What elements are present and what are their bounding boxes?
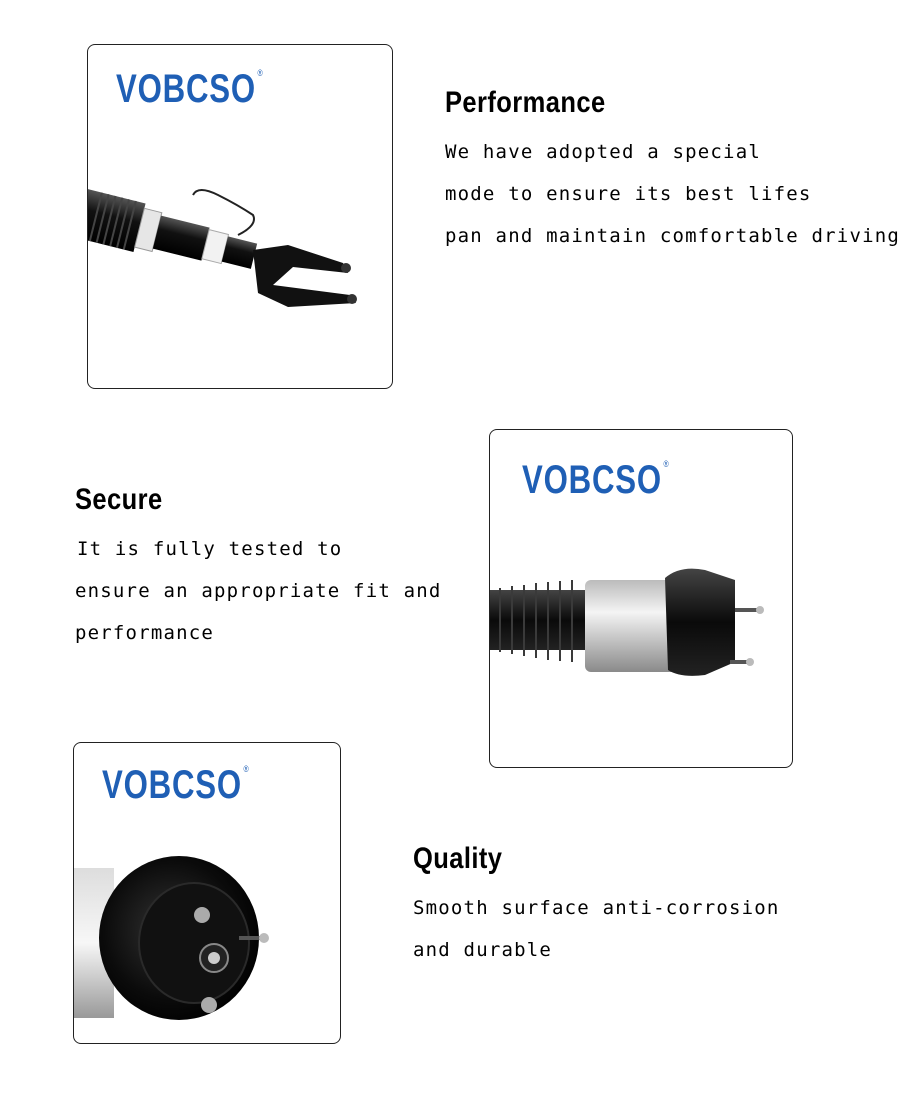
air-suspension-strut-image (88, 45, 393, 389)
product-image-card-3 (73, 742, 341, 1044)
section-title-secure: Secure (75, 483, 163, 516)
performance-line-1: We have adopted a special (445, 141, 761, 163)
product-image-card-2 (489, 429, 793, 768)
secure-line-1: It is fully tested to (77, 538, 343, 560)
secure-line-3: performance (75, 622, 215, 644)
secure-line-2: ensure an appropriate fit and (75, 580, 442, 602)
section-title-quality: Quality (413, 842, 503, 875)
product-image-card-1 (87, 44, 393, 389)
quality-line-2: and durable (413, 939, 553, 961)
brand-logo: VOBCSO ® (522, 458, 670, 502)
performance-line-3: pan and maintain comfortable driving (445, 225, 901, 247)
quality-line-1: Smooth surface anti-corrosion (413, 897, 780, 919)
air-suspension-strut-image (490, 430, 793, 768)
brand-logo: VOBCSO ® (116, 67, 264, 111)
performance-line-2: mode to ensure its best lifes (445, 183, 812, 205)
brand-logo: VOBCSO ® (102, 763, 250, 807)
air-spring-image (74, 743, 341, 1044)
section-title-performance: Performance (445, 86, 606, 119)
